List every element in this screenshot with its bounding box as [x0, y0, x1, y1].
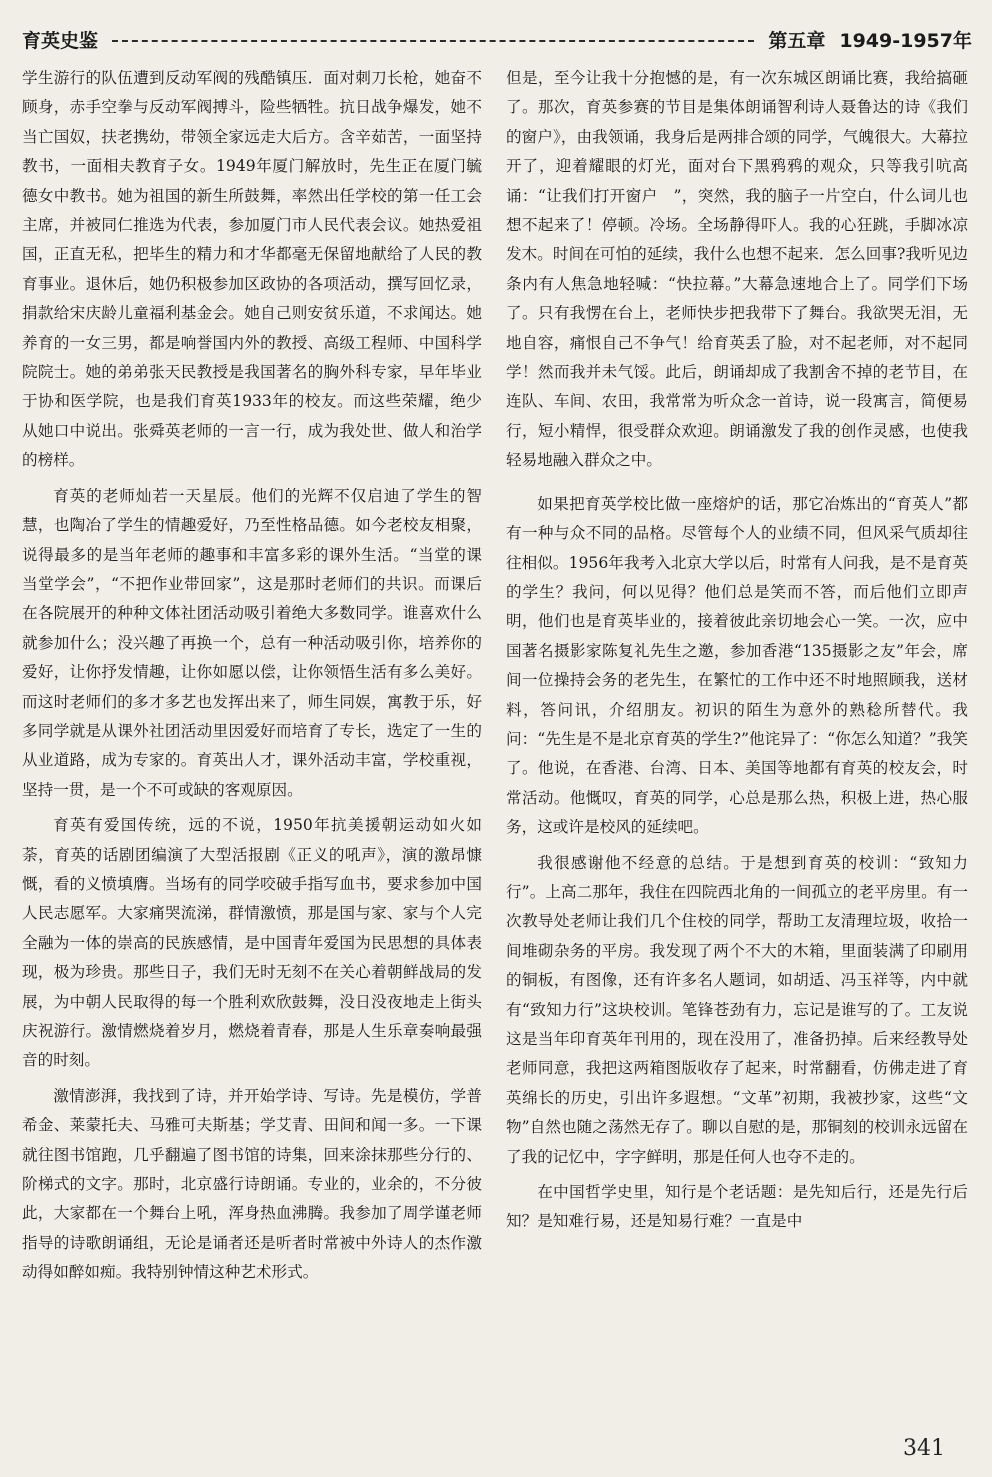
paragraph: 但是，至今让我十分抱憾的是，有一次东城区朗诵比赛，我给搞砸了。那次，育英参赛的节目是集体朗诵智利诗人聂鲁达的诗《我们的窗户》，由我领诵，我身后是两排合颂的同学，气魄很大。大幕拉开了，迎着耀眼的灯光，面对台下黑鸦鸦的观众，只等我引吭高诵：“让我们打开窗户 ”，突然，我的脑子一片空白，什么词儿也想不起来了！停顿。冷场。全场静得吓人。我的心狂跳，手脚冰凉发木。时间在可怕的延续，我什么也想不起来．怎么回事?我听见边条内有人焦急地轻喊：“快拉幕。”大幕急速地合上了。同学们下场了。只有我愣在台上，老师快步把我带下了舞台。我欲哭无泪，无地自容，痛恨自己不争气！给育英丢了脸，对不起老师，对不起同学！然而我并未气馁。此后，朗诵却成了我割舍不掉的老节目，在连队、车间、农田，我常常为听众念一首诗，说一段寓言，简便易行，短小精悍，很受群众欢迎。朗诵激发了我的创作灵感，也使我轻易地融入群众之中。 [506, 69, 968, 470]
paragraph: 在中国哲学史里，知行是个老话题：是先知后行，还是先行后知？是知难行易，还是知易行难？一直是中 [506, 1183, 968, 1231]
chapter-years: 1949-1957年 [839, 29, 972, 52]
chapter-heading [768, 26, 972, 53]
paragraph: 育英的老师灿若一天星辰。他们的光辉不仅启迪了学生的智慧，也陶冶了学生的情趣爱好，乃至性格品德。如今老校友相聚，说得最多的是当年老师的趣事和丰富多彩的课外生活。“当堂的课当堂学会”，“不把作业带回家”，这是那时老师们的共识。而课后在各院展开的种种文体社团活动吸引着绝大多数同学。谁喜欢什么就参加什么；没兴趣了再换一个，总有一种活动吸引你，培养你的爱好，让你抒发情趣，让你如愿以偿，让你领悟生活有多么美好。而这时老师们的多才多艺也发挥出来了，师生同娱，寓教于乐，好多同学就是从课外社团活动里因爱好而培育了专长，选定了一生的从业道路，成为专家的。育英出人才，课外活动丰富，学校重视，坚持一贯，是一个不可或缺的客观原因。 [22, 486, 482, 799]
header-dashed-rule [112, 40, 754, 42]
page-number: 341 [903, 1436, 945, 1461]
paragraph: 育英有爱国传统，远的不说，1950年抗美援朝运动如火如荼，育英的话剧团编演了大型活报剧《正义的吼声》，演的激昂慷慨，看的义愤填膺。当场有的同学咬破手指写血书，要求参加中国人民志愿军。大家痛哭流涕，群情激愤，那是国与家、家与个人完全融为一体的崇高的民族感情，是中国青年爱国为民思想的具体表现，极为珍贵。那些日子，我们无时无刻不在关心着朝鲜战局的发展，为中朝人民取得的每一个胜利欢欣鼓舞，没日没夜地走上街头庆祝游行。激情燃烧着岁月，燃烧着青春，那是人生乐章奏响最强音的时刻。 [22, 816, 482, 1070]
paragraph: 激情澎湃，我找到了诗，并开始学诗、写诗。先是模仿，学普希金、莱蒙托夫、马雅可夫斯基；学艾青、田间和闻一多。一下课就往图书馆跑，几乎翻遍了图书馆的诗集，回来涂抹那些分行的、阶梯式的文字。那时，北京盛行诗朗诵。专业的，业余的，不分彼此，大家都在一个舞台上吼，浑身热血沸腾。我参加了周学谨老师指导的诗歌朗诵组，无论是诵者还是听者时常被中外诗人的杰作激动得如醉如痴。我特别钟情这种艺术形式。 [22, 1086, 482, 1282]
chapter-label: 第五章 [768, 29, 826, 52]
right-column [506, 64, 968, 1414]
paragraph: 如果把育英学校比做一座熔炉的话，那它冶炼出的“育英人”都有一种与众不同的品格。尽管每个人的业绩不同，但风采气质却往往相似。1956年我考入北京大学以后，时常有人问我，是不是育英的学生？我问，何以见得？他们总是笑而不答，而后他们立即声明，他们也是育英毕业的，接着彼此亲切地会心一笑。一次，应中国著名摄影家陈复礼先生之邀，参加香港“135摄影之友”年会，席间一位操持会务的老先生，在繁忙的工作中还不时地照顾我，送材料，答问讯，介绍朋友。初识的陌生为意外的熟稔所替代。我问：“先生是不是北京育英的学生?”他诧异了：“你怎么知道？”我笑了。他说，在香港、台湾、日本、美国等地都有育英的校友会，时常活动。他慨叹，育英的同学，心总是那么热，积极上进，热心服务，这或许是校风的延续吧。 [506, 494, 968, 837]
running-header [22, 22, 972, 56]
left-column [22, 64, 482, 1414]
paragraph: 我很感谢他不经意的总结。于是想到育英的校训：“致知力行”。上高二那年，我住在四院西北角的一间孤立的老平房里。有一次教导处老师让我们几个住校的同学，帮助工友清理垃圾，收拾一间堆砌杂务的平房。我发现了两个不大的木箱，里面装满了印刷用的铜板，有图像，还有许多名人题词，如胡适、冯玉祥等，内中就有“致知力行”这块校训。笔锋苍劲有力，忘记是谁写的了。工友说这是当年印育英年刊用的，现在没用了，准备扔掉。后来经教导处老师同意，我把这两箱图版收存了起来，时常翻看，仿佛走进了育英绵长的历史，引出许多遐想。“文革”初期，我被抄家，这些“文物”自然也随之荡然无存了。聊以自慰的是，那铜刻的校训永远留在了我的记忆中，字字鲜明，那是任何人也夺不走的。 [506, 853, 968, 1166]
book-title: 育英史鉴 [22, 29, 99, 52]
paragraph: 学生游行的队伍遭到反动军阀的残酷镇压．面对刺刀长枪，她奋不顾身，赤手空拳与反动军阀搏斗，险些牺牲。抗日战争爆发，她不当亡国奴，扶老携幼，带领全家远走大后方。含辛茹苦，一面坚持教书，一面相夫教育子女。1949年厦门解放时，先生正在厦门毓德女中教书。她为祖国的新生所鼓舞，率然出任学校的第一任工会主席，并被同仁推选为代表，参加厦门市人民代表会议。她热爱祖国，正直无私，把毕生的精力和才华都毫无保留地献给了人民的教育事业。退休后，她仍积极参加区政协的各项活动，撰写回忆录，捐款给宋庆龄儿童福利基金会。她自己则安贫乐道，不求闻达。她养育的一女三男，都是响誉国内外的教授、高级工程师、中国科学院院士。她的弟弟张天民教授是我国著名的胸外科专家，早年毕业于协和医学院，也是我们育英1933年的校友。而这些荣耀，绝少从她口中说出。张舜英老师的一言一行，成为我处世、做人和治学的榜样。 [22, 69, 482, 470]
